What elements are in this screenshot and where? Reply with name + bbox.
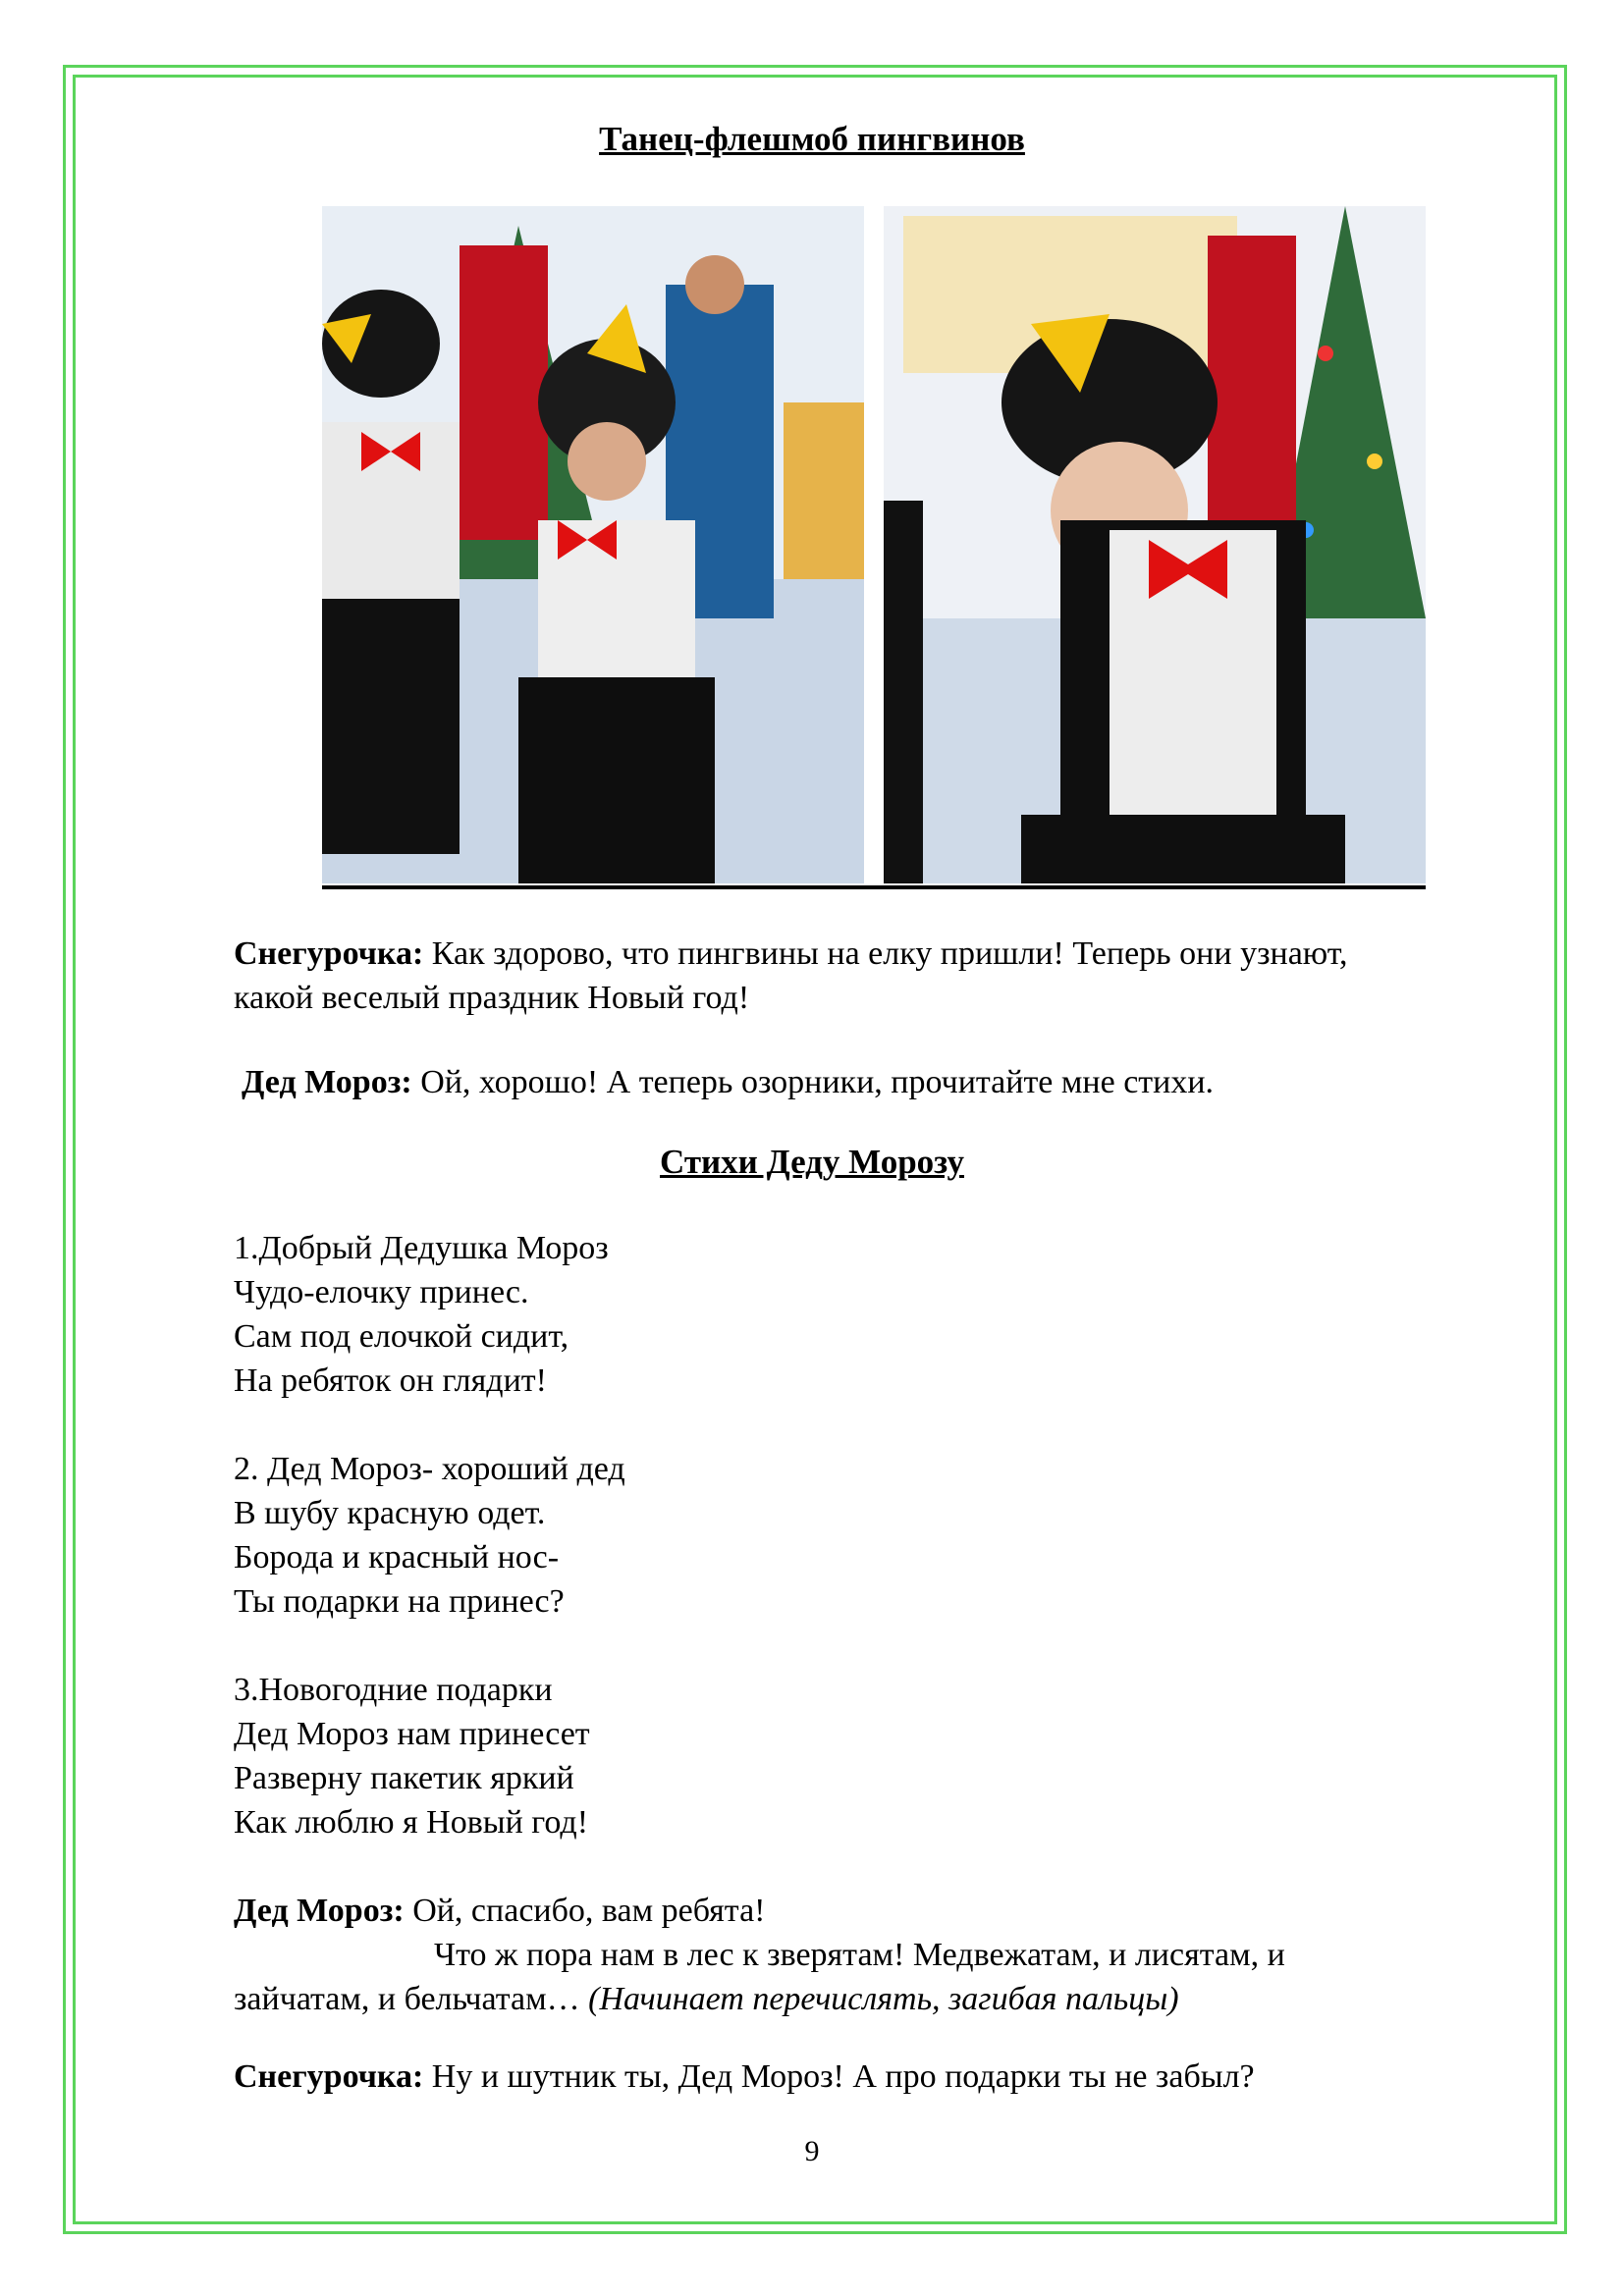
poem-line: На ребяток он глядит! bbox=[234, 1362, 547, 1399]
poem-2 bbox=[234, 1447, 625, 1624]
poems-heading: Стихи Деду Морозу bbox=[660, 1143, 964, 1181]
penguin-dance-photo-left bbox=[322, 206, 864, 883]
dialogue-ded-moroz-1 bbox=[242, 1060, 1430, 1104]
poem-line: Как люблю я Новый год! bbox=[234, 1804, 589, 1841]
poem-line: Чудо-елочку принес. bbox=[234, 1274, 529, 1310]
dialogue-text: Ой, спасибо, вам ребята! bbox=[404, 1893, 766, 1929]
dialogue-ded-moroz-2 bbox=[234, 1889, 1285, 2021]
poem-line: Сам под елочкой сидит, bbox=[234, 1318, 569, 1355]
dialogue-snegurochka-2 bbox=[234, 2055, 1422, 2099]
speaker-label: Дед Мороз: bbox=[234, 1893, 405, 1929]
poem-line: 2. Дед Мороз- хороший дед bbox=[234, 1451, 625, 1487]
speaker-label: Снегурочка: bbox=[234, 935, 424, 972]
stage-direction: (Начинает перечислять, загибая пальцы) bbox=[588, 1981, 1179, 2017]
dialogue-text: зайчатам, и бельчатам… bbox=[234, 1981, 589, 2017]
poem-line: Разверну пакетик яркий bbox=[234, 1760, 574, 1796]
photo-underline bbox=[322, 885, 1426, 889]
dialogue-text: Что ж пора нам в лес к зверятам! Медвежатам, и лисятам, и bbox=[434, 1937, 1285, 1973]
page-number: 9 bbox=[804, 2135, 820, 2167]
poem-line: Дед Мороз нам принесет bbox=[234, 1716, 590, 1752]
speaker-label: Дед Мороз: bbox=[242, 1064, 412, 1100]
penguin-dance-photo-right bbox=[884, 206, 1426, 883]
speaker-label: Снегурочка: bbox=[234, 2058, 424, 2095]
poem-line: 1.Добрый Дедушка Мороз bbox=[234, 1230, 609, 1266]
poem-3 bbox=[234, 1668, 590, 1844]
dialogue-text: Как здорово, что пингвины на елку пришли! Теперь они узнают, какой веселый праздник Новый год! bbox=[234, 935, 1348, 1016]
poem-line: 3.Новогодние подарки bbox=[234, 1672, 553, 1708]
dialogue-text: Ой, хорошо! А теперь озорники, прочитайте мне стихи. bbox=[411, 1064, 1215, 1100]
dialogue-snegurochka-1 bbox=[234, 932, 1422, 1020]
poem-1 bbox=[234, 1226, 609, 1403]
poem-line: Ты подарки на принес? bbox=[234, 1583, 565, 1620]
dance-heading: Танец-флешмоб пингвинов bbox=[599, 120, 1025, 158]
poem-line: В шубу красную одет. bbox=[234, 1495, 546, 1531]
poem-line: Борода и красный нос- bbox=[234, 1539, 560, 1575]
dialogue-text: Ну и шутник ты, Дед Мороз! А про подарки ты не забыл? bbox=[423, 2058, 1255, 2095]
